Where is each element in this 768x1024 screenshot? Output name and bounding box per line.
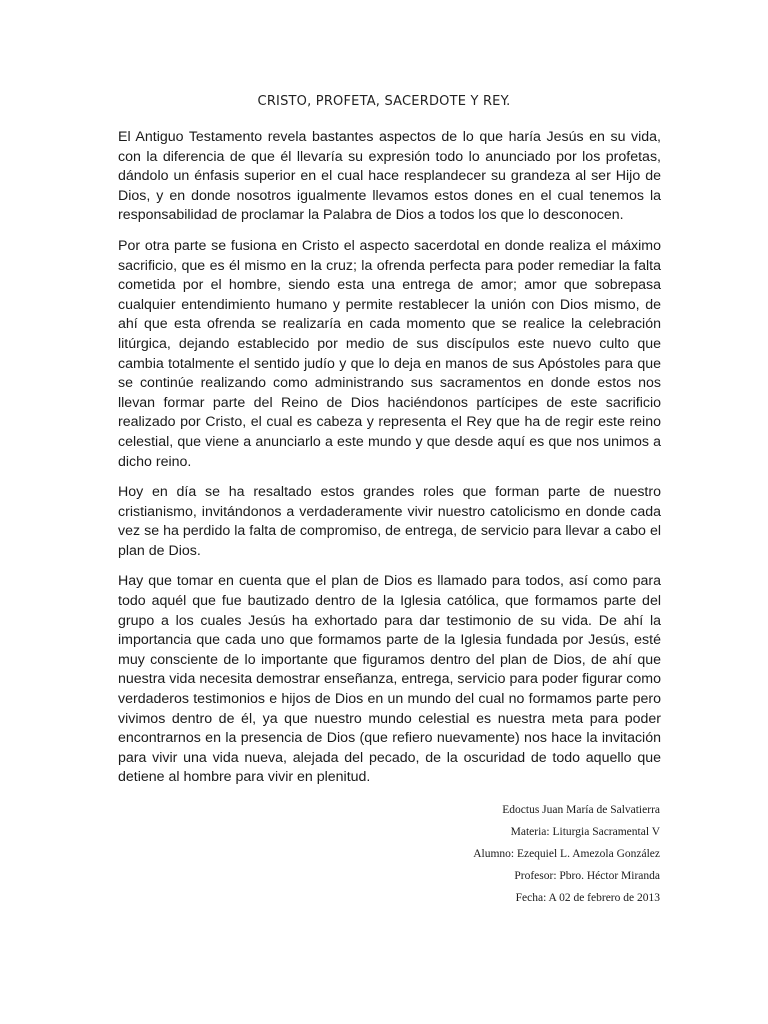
signature-subject: Materia: Liturgia Sacramental V	[510, 826, 660, 838]
signature-professor: Profesor: Pbro. Héctor Miranda	[514, 870, 660, 882]
signature-date: Fecha: A 02 de febrero de 2013	[515, 892, 660, 904]
paragraph-2: Por otra parte se fusiona en Cristo el aspecto sacerdotal en donde realiza el máximo sacrificio, que es él mismo en la cruz; la ofrenda perfecta para poder remediar la falta cometida por el hombre, siendo esta una entrega de amor; amor que sobrepasa cualquier entendimiento humano y permite restablecer la unión con Dios mismo, de ahí que esta ofrenda se realizaría en cada momento que se realice la celebración litúrgica, dejando establecido por medio de sus discípulos este nuevo culto que cambia totalmente el sentido judío y que lo deja en manos de sus Apóstoles para que se continúe realizando como administrando sus sacramentos en donde estos nos llevan formar parte del Reino de Dios haciéndonos partícipes de este sacrificio realizado por Cristo, el cual es cabeza y representa el Rey que ha de regir este reino celestial, que viene a anunciarlo a este mundo y que desde aquí es que nos unimos a dicho reino.	[118, 237, 661, 470]
signature-student: Alumno: Ezequiel L. Amezola González	[473, 848, 660, 860]
paragraph-3: Hoy en día se ha resaltado estos grandes roles que forman parte de nuestro cristianismo, invitándonos a verdaderamente vivir nuestro catolicismo en donde cada vez se ha perdido la falta de compromiso, de entrega, de servicio para llevar a cabo el plan de Dios.	[118, 484, 661, 559]
paragraph-1: El Antiguo Testamento revela bastantes aspectos de lo que haría Jesús en su vida, con la diferencia de que él llevaría su expresión todo lo anunciado por los profetas, dándolo un énfasis superior en el cual hace resplandecer su grandeza al ser Hijo de Dios, y en donde nosotros igualmente llevamos estos dones en el cual tenemos la responsabilidad de proclamar la Palabra de Dios a todos los que lo desconocen.	[118, 129, 661, 224]
paragraph-4: Hay que tomar en cuenta que el plan de Dios es llamado para todos, así como para todo aquél que fue bautizado dentro de la Iglesia católica, que formamos parte del grupo a los cuales Jesús ha exhortado para dar testimonio de su vida. De ahí la importancia que cada uno que formamos parte de la Iglesia fundada por Jesús, esté muy consciente de lo importante que figuramos dentro del plan de Dios, de ahí que nuestra vida necesita demostrar enseñanza, entrega, servicio para poder figurar como verdaderos testimonios e hijos de Dios en un mundo del cual no formamos parte pero vivimos dentro de él, ya que nuestro mundo celestial es nuestra meta para poder encontrarnos en la presencia de Dios (que refiero nuevamente) nos hace la invitación para vivir una vida nueva, alejada del pecado, de la oscuridad de todo aquello que detiene al hombre para vivir en plenitud.	[118, 573, 661, 786]
signature-institution: Edoctus Juan María de Salvatierra	[502, 804, 660, 816]
document-title: CRISTO, PROFETA, SACERDOTE Y REY.	[257, 94, 511, 109]
document-body	[118, 128, 661, 799]
signature-block	[473, 799, 660, 909]
